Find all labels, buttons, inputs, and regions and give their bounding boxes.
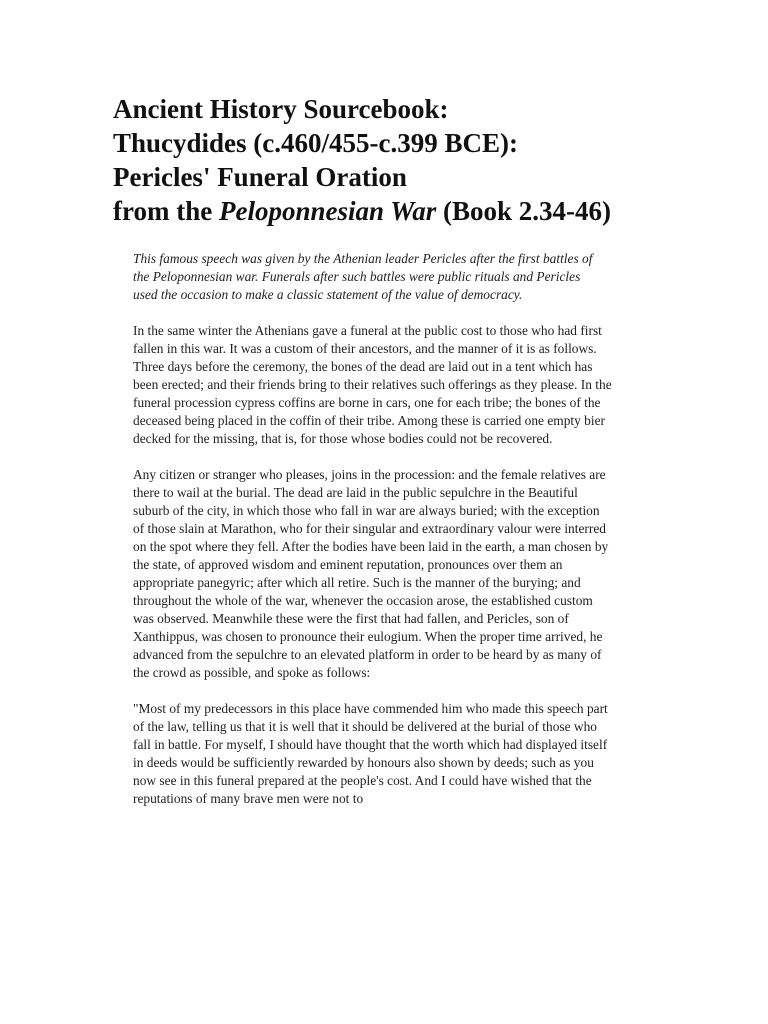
intro-paragraph: This famous speech was given by the Athenian leader Pericles after the first battles of the Peloponnesian war. Funerals after such battles were public rituals and Pericles used the occasion to make a classic statement of the value of democracy. bbox=[133, 251, 593, 302]
document-page bbox=[113, 92, 633, 808]
title-line-4 bbox=[113, 194, 633, 228]
title-line-3: Pericles' Funeral Oration bbox=[113, 162, 407, 192]
body-paragraph-1: In the same winter the Athenians gave a funeral at the public cost to those who had first fallen in this war. It was a custom of their ancestors, and the manner of it is as follows. Three days before the ceremony, the bones of the dead are laid out in a tent which has been erected; and their friends bring to their relatives such offerings as they please. In the funeral procession cypress coffins are borne in cars, one for each tribe; the bones of the deceased being placed in the coffin of their tribe. Among these is carried one empty bier decked for the missing, that is, for those whose bodies could not be recovered. bbox=[133, 323, 612, 446]
title-line-2: Thucydides (c.460/455-c.399 BCE): bbox=[113, 128, 518, 158]
book-title: Peloponnesian War bbox=[218, 196, 437, 226]
page-title bbox=[113, 92, 633, 228]
title-line-4-prefix: from the bbox=[113, 196, 219, 226]
title-line-4-suffix: (Book 2.34-46) bbox=[436, 196, 612, 226]
body-paragraph-3: "Most of my predecessors in this place have commended him who made this speech part of the law, telling us that it is well that it should be delivered at the burial of those who fall in battle. For myself, I should have thought that the worth which had displayed itself in deeds would be sufficiently rewarded by honours also shown by deeds; such as you now see in this funeral prepared at the people's cost. And I could have wished that the reputations of many brave men were not to bbox=[133, 701, 608, 806]
title-line-1: Ancient History Sourcebook: bbox=[113, 94, 449, 124]
body-paragraph-2: Any citizen or stranger who pleases, joins in the procession: and the female relatives are there to wail at the burial. The dead are laid in the public sepulchre in the Beautiful suburb of the city, in which those who fall in war are always buried; with the exception of those slain at Marathon, who for their singular and extraordinary valour were interred on the spot where they fell. After the bodies have been laid in the earth, a man chosen by the state, of approved wisdom and eminent reputation, pronounces over them an appropriate panegyric; after which all retire. Such is the manner of the burying; and throughout the whole of the war, whenever the occasion arose, the established custom was observed. Meanwhile these were the first that had fallen, and Pericles, son of Xanthippus, was chosen to pronounce their eulogium. When the proper time arrived, he advanced from the sepulchre to an elevated platform in order to be heard by as many of the crowd as possible, and spoke as follows: bbox=[133, 467, 609, 680]
